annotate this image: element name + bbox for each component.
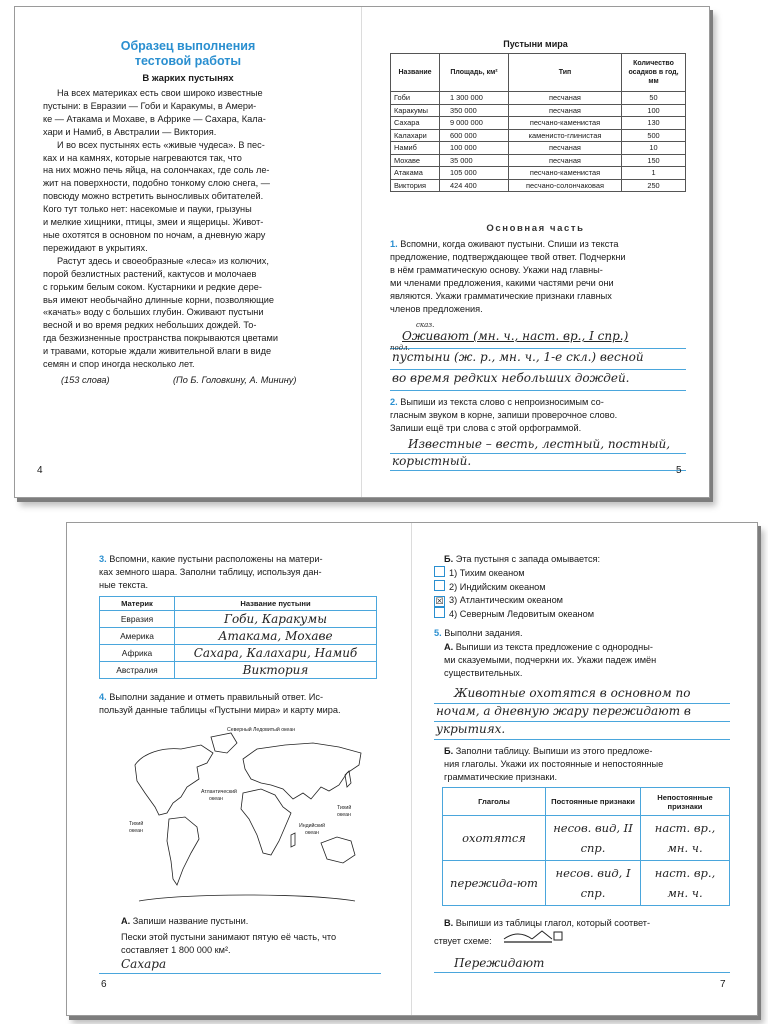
table-cell: каменисто-глинистая <box>509 129 622 142</box>
task-line: грамматические признаки. <box>444 771 558 782</box>
table-cell: Мохаве <box>391 154 440 167</box>
table-row <box>391 142 686 155</box>
answer-option[interactable] <box>434 607 594 621</box>
answer-option[interactable] <box>434 580 594 594</box>
handwritten-answer: Оживают (мн. ч., наст. вр., I спр.) <box>402 329 629 343</box>
continent-cell: Евразия <box>100 611 175 628</box>
continent-cell: Америка <box>100 628 175 645</box>
part-label: А. <box>121 916 131 926</box>
task-line: ми членами предложения, какими частями речи они <box>390 277 614 288</box>
continent-cell: Австралия <box>100 662 175 679</box>
passage-line: повсюду можно встретить выносливых обитателей. <box>43 191 264 202</box>
verb-cell: охотятся <box>443 816 546 861</box>
handwritten-answer: пустыни (ж. р., мн. ч., 1-е скл.) весной <box>392 350 644 364</box>
table-title: Пустыни мира <box>503 39 568 49</box>
map-label-indian: Индийский <box>299 823 326 829</box>
part-text: Запиши название пустыни. <box>132 916 249 926</box>
text-subtitle: В жарких пустынях <box>142 73 234 84</box>
part-label: Б. <box>444 554 454 564</box>
table-row <box>443 861 730 906</box>
task-number: 2. <box>390 397 398 407</box>
page-number: 7 <box>720 979 726 990</box>
map-label-north: Северный Ледовитый океан <box>227 727 296 733</box>
table-cell: 105 000 <box>440 167 509 180</box>
passage-line: ные охотятся в основном по ночам, а дневную жару <box>43 229 266 240</box>
table-row <box>391 104 686 117</box>
question-line: Пески этой пустыни занимают пятую её часть, что <box>121 932 337 942</box>
task-line: ния глаголы. Укажи их постоянные и непостоянные <box>444 758 664 769</box>
table-cell: 250 <box>622 179 686 192</box>
option-label: 2) Индийским океаном <box>449 581 546 592</box>
col-header-area: Площадь, км² <box>440 54 509 92</box>
table-row <box>391 179 686 192</box>
task-text <box>390 239 626 314</box>
verbs-table <box>442 787 730 906</box>
handwritten-answer: корыстный. <box>392 454 472 468</box>
task-text <box>390 397 617 433</box>
page-title <box>15 39 361 69</box>
part-label: А. <box>444 642 454 652</box>
task-number: 1. <box>390 239 398 249</box>
passage-line: на них можно печь яйца, на солончаках, где соль ле- <box>43 165 270 176</box>
part-a <box>121 915 248 928</box>
task-text: Выполни задания. <box>444 628 523 638</box>
table-cell: песчано-каменистая <box>509 167 622 180</box>
col-header-rain: Количество осадков в год, мм <box>622 54 686 92</box>
passage-line: вья имеют необычайно длинные корни, позволяющие <box>43 294 274 305</box>
table-row <box>100 611 377 628</box>
part-a2 <box>444 641 732 680</box>
source-citation: (По Б. Головкину, А. Минину) <box>173 375 297 385</box>
verb-cell: несов. вид, II спр. <box>546 816 641 861</box>
col-header-desert: Название пустыни <box>175 597 377 611</box>
table-cell: 424 400 <box>440 179 509 192</box>
passage-line: и травами, которые ждали живительной влаги в виде <box>43 346 272 357</box>
grammar-mark: сказ. <box>416 321 435 329</box>
verb-cell: несов. вид, I спр. <box>546 861 641 906</box>
passage-line: «качать» воду с больших глубин. Оживают пустыни <box>43 307 264 318</box>
desert-name-cell: Гоби, Каракумы <box>175 611 377 628</box>
verb-cell: наст. вр., мн. ч. <box>641 861 730 906</box>
desert-name-cell: Сахара, Калахари, Намиб <box>175 645 377 662</box>
passage-line: порой безлистных растений, кактусов и молочаев <box>43 268 257 279</box>
verb-cell: наст. вр., мн. ч. <box>641 816 730 861</box>
handwritten-answer: Известные – весть, лестный, постный, <box>408 437 671 451</box>
option-label: 1) Тихим океаном <box>449 568 525 578</box>
table-cell: Виктория <box>391 179 440 192</box>
table-row <box>391 154 686 167</box>
continent-cell: Африка <box>100 645 175 662</box>
passage-line: ках и на камнях, которые нагреваются так, что <box>43 152 242 163</box>
checkbox-icon[interactable] <box>434 580 445 591</box>
task-line: Заполни таблицу. Выпиши из этого предложе- <box>455 746 653 756</box>
table-cell: 150 <box>622 154 686 167</box>
grammar-mark: подл. <box>390 344 410 352</box>
handwritten-answer: Пережидают <box>454 956 545 970</box>
handwritten-answer: во время редких небольших дождей. <box>392 371 630 385</box>
col-header-continent: Материк <box>100 597 175 611</box>
part-a-question <box>121 931 383 957</box>
col-header-variable: Непостоянные признаки <box>641 788 730 816</box>
option-label: 3) Атлантическим океаном <box>449 594 563 605</box>
page-5 <box>362 7 709 497</box>
handwritten-answer: ночам, а дневную жару пережидают в <box>436 704 691 718</box>
passage-line: Кого тут только нет: насекомые и пауки, грызуны <box>43 204 252 215</box>
page-number: 6 <box>101 979 107 990</box>
south-america-outline <box>167 817 199 885</box>
handwritten-answer: укрытиях. <box>436 722 506 736</box>
morpheme-scheme-icon <box>502 927 568 945</box>
task-line: Запиши ещё три слова с этой орфограммой. <box>390 422 582 433</box>
task-text <box>99 554 323 590</box>
passage-line: и мелкие хищники, птицы, змеи и ящерицы. Живот- <box>43 217 264 228</box>
part-text <box>444 746 663 782</box>
answer-option[interactable] <box>434 594 594 607</box>
task-line: Выполни задание и отметь правильный ответ. Ис- <box>109 692 324 702</box>
part-label: В. <box>444 918 454 928</box>
task-3 <box>99 553 385 592</box>
task-line: ми сказуемыми, подчеркни их. Укажи падеж имён <box>444 654 657 665</box>
table-cell: 600 000 <box>440 129 509 142</box>
task-line: гласным звуком в корне, запиши проверочное слово. <box>390 409 618 420</box>
table-cell: 10 <box>622 142 686 155</box>
table-row <box>391 167 686 180</box>
task-line: существительных. <box>444 667 523 678</box>
eurasia-outline <box>243 743 361 799</box>
table-cell: песчаная <box>509 154 622 167</box>
passage-line: пережидают в укрытиях. <box>43 242 148 253</box>
table-row <box>443 816 730 861</box>
map-label-pacific: океан <box>337 812 351 818</box>
passage-line: Растут здесь и своеобразные «леса» из колючих, <box>57 255 269 266</box>
task-line: являются. Укажи грамматические признаки главных <box>390 290 612 301</box>
passage-line: пустыни: в Евразии — Гоби и Каракумы, в Амери- <box>43 100 257 111</box>
table-row <box>391 92 686 105</box>
col-header-type: Тип <box>509 54 622 92</box>
passage-line: семян и спор иногда несколько лет. <box>43 359 195 370</box>
answer-options <box>434 566 594 621</box>
passage-line: ке — Атакама и Мохаве, в Африке — Сахара, Кала- <box>43 113 266 124</box>
task-number: 5. <box>434 628 442 638</box>
task-line: пользуй данные таблицы «Пустыни мира» и карту мира. <box>99 704 341 715</box>
table-cell: 500 <box>622 129 686 142</box>
answer-option[interactable] <box>434 566 594 580</box>
task-line: Выпиши из текста предложение с однородны- <box>455 642 653 652</box>
task-line: предложение, подтверждающее твой ответ. Подчеркни <box>390 251 626 262</box>
map-label-pacific: Тихий <box>129 821 144 827</box>
australia-outline <box>321 837 355 863</box>
part-b <box>444 553 600 566</box>
africa-outline <box>241 789 291 855</box>
title-line-1: Образец выполнения <box>120 39 256 53</box>
page-6 <box>67 523 412 1015</box>
desert-name-cell: Атакама, Мохаве <box>175 628 377 645</box>
page-number: 5 <box>676 465 682 476</box>
task-line: Вспомни, когда оживают пустыни. Спиши из текста <box>400 239 619 249</box>
part-b2 <box>444 745 732 784</box>
map-label-pacific: Тихий <box>337 805 352 811</box>
passage-line: гда безжизненные пространства покрываются цветами <box>43 333 278 344</box>
col-header-verbs: Глаголы <box>443 788 546 816</box>
task-number: 4. <box>99 692 107 702</box>
col-header-constant: Постоянные признаки <box>546 788 641 816</box>
deserts-table <box>390 53 686 192</box>
table-cell: Сахара <box>391 117 440 130</box>
checkbox-icon[interactable]: ☒ <box>435 595 444 606</box>
passage-line: весной и во время редких небольших дождей. То- <box>43 320 257 331</box>
task-line: членов предложения. <box>390 303 483 314</box>
task-line: Выпиши из текста слово с непроизносимым со- <box>400 397 604 407</box>
page-7 <box>412 523 757 1015</box>
table-cell: Калахари <box>391 129 440 142</box>
japan-outline <box>345 771 351 787</box>
table-cell: песчаная <box>509 142 622 155</box>
part-v-line: ствует схеме: <box>434 936 492 946</box>
section-title: Основная часть <box>486 223 585 234</box>
table-cell: 9 000 000 <box>440 117 509 130</box>
world-map <box>115 723 373 909</box>
map-label-atlantic: океан <box>209 796 223 802</box>
map-label-atlantic: Атлантический <box>201 789 237 795</box>
table-cell: 50 <box>622 92 686 105</box>
table-cell: 100 <box>622 104 686 117</box>
task-5 <box>434 627 523 640</box>
task-number: 3. <box>99 554 107 564</box>
option-label: 4) Северным Ледовитым океаном <box>449 608 595 619</box>
table-cell: 1 300 000 <box>440 92 509 105</box>
table-cell: 100 000 <box>440 142 509 155</box>
book-spread-top <box>14 6 710 498</box>
passage-line: с горьким белым соком. Кустарники и редкие дере- <box>43 281 262 292</box>
table-row <box>100 662 377 679</box>
task-1 <box>390 238 686 315</box>
table-cell: песчаная <box>509 104 622 117</box>
part-text <box>444 642 656 678</box>
task-text <box>99 692 341 715</box>
table-cell: песчано-каменистая <box>509 117 622 130</box>
handwritten-answer: Сахара <box>121 957 167 971</box>
table-cell: Намиб <box>391 142 440 155</box>
table-row <box>100 628 377 645</box>
madagascar-outline <box>291 833 295 847</box>
verb-cell: пережида-ют <box>443 861 546 906</box>
part-text: Эта пустыня с запада омывается: <box>455 554 601 564</box>
table-row <box>100 645 377 662</box>
map-label-indian: океан <box>305 830 319 836</box>
book-spread-bottom <box>66 522 758 1016</box>
table-cell: 350 000 <box>440 104 509 117</box>
checkbox-icon[interactable] <box>434 607 445 618</box>
table-cell: Каракумы <box>391 104 440 117</box>
task-line: ные текста. <box>99 579 149 590</box>
task-line: ках земного шара. Заполни таблицу, используя дан- <box>99 566 322 577</box>
task-line: Вспомни, какие пустыни расположены на матери- <box>109 554 323 564</box>
page-4 <box>15 7 362 497</box>
table-cell: Атакама <box>391 167 440 180</box>
handwritten-answer: Животные охотятся в основном по <box>454 686 691 700</box>
passage-line: На всех материках есть свои широко известные <box>57 88 263 98</box>
desert-name-cell: Виктория <box>175 662 377 679</box>
checkbox-icon[interactable] <box>434 566 445 577</box>
table-cell: Гоби <box>391 92 440 105</box>
map-label-pacific: океан <box>129 828 143 834</box>
table-row <box>391 129 686 142</box>
page-number: 4 <box>37 465 43 476</box>
antarctica-outline <box>139 895 355 901</box>
passage-line: хари и Намиб, в Австралии — Виктория. <box>43 126 217 137</box>
table-cell: песчаная <box>509 92 622 105</box>
part-text: Выпиши из таблицы глагол, который соответ- <box>455 918 651 928</box>
passage <box>43 87 341 371</box>
north-america-outline <box>135 745 213 815</box>
task-2 <box>390 396 686 435</box>
table-cell: 35 000 <box>440 154 509 167</box>
passage-line: И во всех пустынях есть «живые чудеса». В пес- <box>57 139 265 150</box>
title-line-2: тестовой работы <box>134 54 242 68</box>
passage-line: жит на поверхности, подобно тонкому слою снега, — <box>43 178 270 189</box>
word-count: (153 слова) <box>61 375 110 385</box>
greenland-outline <box>211 733 237 753</box>
continents-table <box>99 596 377 679</box>
part-v <box>444 917 732 930</box>
table-cell: песчано-солончаковая <box>509 179 622 192</box>
task-line: в нём грамматическую основу. Укажи над главны- <box>390 264 603 275</box>
col-header-name: Название <box>391 54 440 92</box>
table-cell: 130 <box>622 117 686 130</box>
table-cell: 1 <box>622 167 686 180</box>
question-line: составляет 1 800 000 км². <box>121 944 231 955</box>
table-row <box>391 117 686 130</box>
task-4 <box>99 691 385 717</box>
part-label: Б. <box>444 746 454 756</box>
